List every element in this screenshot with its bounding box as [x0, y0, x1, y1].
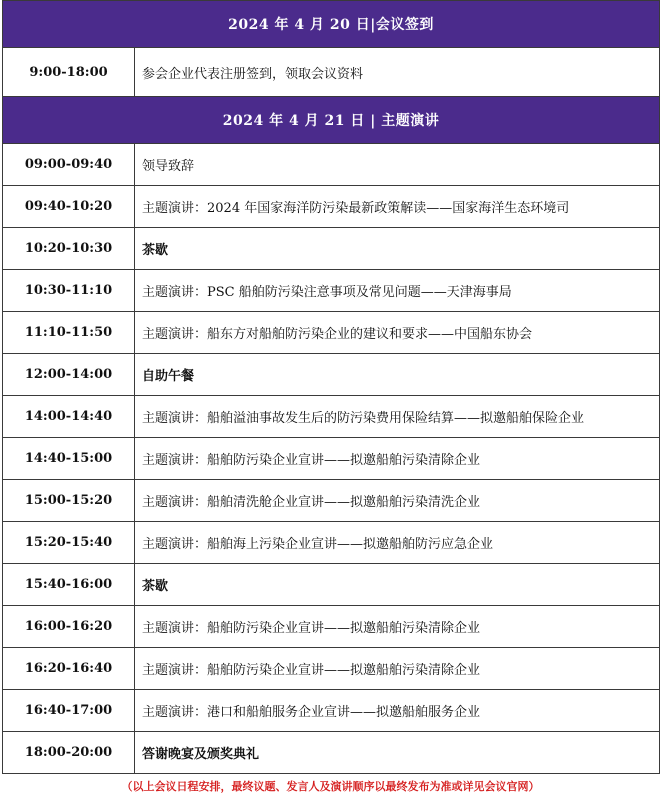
description-cell: 主题演讲：船东方对船舶防污染企业的建议和要求——中国船东协会 [135, 312, 660, 354]
description-cell: 主题演讲：港口和船舶服务企业宣讲——拟邀船舶服务企业 [135, 690, 660, 732]
time-cell: 09:40-10:20 [3, 186, 135, 228]
time-cell: 15:40-16:00 [3, 564, 135, 606]
time-cell: 9:00-18:00 [3, 48, 135, 97]
time-cell: 11:10-11:50 [3, 312, 135, 354]
time-cell: 15:20-15:40 [3, 522, 135, 564]
schedule-footnote: （以上会议日程安排，最终议题、发言人及演讲顺序以最终发布为准或详见会议官网） [121, 780, 540, 793]
time-cell: 14:40-15:00 [3, 438, 135, 480]
table-row [3, 648, 660, 690]
time-cell: 18:00-20:00 [3, 732, 135, 774]
table-row [3, 690, 660, 732]
description-cell: 主题演讲：船舶溢油事故发生后的防污染费用保险结算——拟邀船舶保险企业 [135, 396, 660, 438]
section-header-title: 2024 年 4 月 21 日 | 主题演讲 [3, 97, 660, 144]
description-cell: 茶歇 [135, 564, 660, 606]
description-cell: 主题演讲：船舶防污染企业宣讲——拟邀船舶污染清除企业 [135, 438, 660, 480]
description-cell: 答谢晚宴及颁奖典礼 [135, 732, 660, 774]
time-cell: 16:00-16:20 [3, 606, 135, 648]
time-cell: 10:20-10:30 [3, 228, 135, 270]
section-header-day1 [3, 1, 660, 48]
description-cell: 主题演讲：PSC 船舶防污染注意事项及常见问题——天津海事局 [135, 270, 660, 312]
table-row [3, 144, 660, 186]
table-row [3, 228, 660, 270]
time-cell: 16:40-17:00 [3, 690, 135, 732]
table-row [3, 186, 660, 228]
section-header-day2 [3, 97, 660, 144]
description-cell: 领导致辞 [135, 144, 660, 186]
table-row [3, 354, 660, 396]
table-row [3, 396, 660, 438]
time-cell: 15:00-15:20 [3, 480, 135, 522]
table-row [3, 270, 660, 312]
time-cell: 14:00-14:40 [3, 396, 135, 438]
description-cell: 主题演讲：船舶清洗舱企业宣讲——拟邀船舶污染清洗企业 [135, 480, 660, 522]
time-cell: 10:30-11:10 [3, 270, 135, 312]
description-cell: 主题演讲：船舶海上污染企业宣讲——拟邀船舶防污应急企业 [135, 522, 660, 564]
description-cell: 茶歇 [135, 228, 660, 270]
table-row [3, 438, 660, 480]
description-cell: 主题演讲：船舶防污染企业宣讲——拟邀船舶污染清除企业 [135, 648, 660, 690]
table-row [3, 48, 660, 97]
table-row [3, 606, 660, 648]
table-row [3, 564, 660, 606]
description-cell: 自助午餐 [135, 354, 660, 396]
schedule-table [2, 0, 660, 774]
time-cell: 12:00-14:00 [3, 354, 135, 396]
table-row [3, 732, 660, 774]
description-cell: 参会企业代表注册签到，领取会议资料 [135, 48, 660, 97]
table-row [3, 522, 660, 564]
time-cell: 09:00-09:40 [3, 144, 135, 186]
section-header-title: 2024 年 4 月 20 日|会议签到 [3, 1, 660, 48]
description-cell: 主题演讲：船舶防污染企业宣讲——拟邀船舶污染清除企业 [135, 606, 660, 648]
table-row [3, 480, 660, 522]
table-row [3, 312, 660, 354]
time-cell: 16:20-16:40 [3, 648, 135, 690]
description-cell: 主题演讲：2024 年国家海洋防污染最新政策解读——国家海洋生态环境司 [135, 186, 660, 228]
